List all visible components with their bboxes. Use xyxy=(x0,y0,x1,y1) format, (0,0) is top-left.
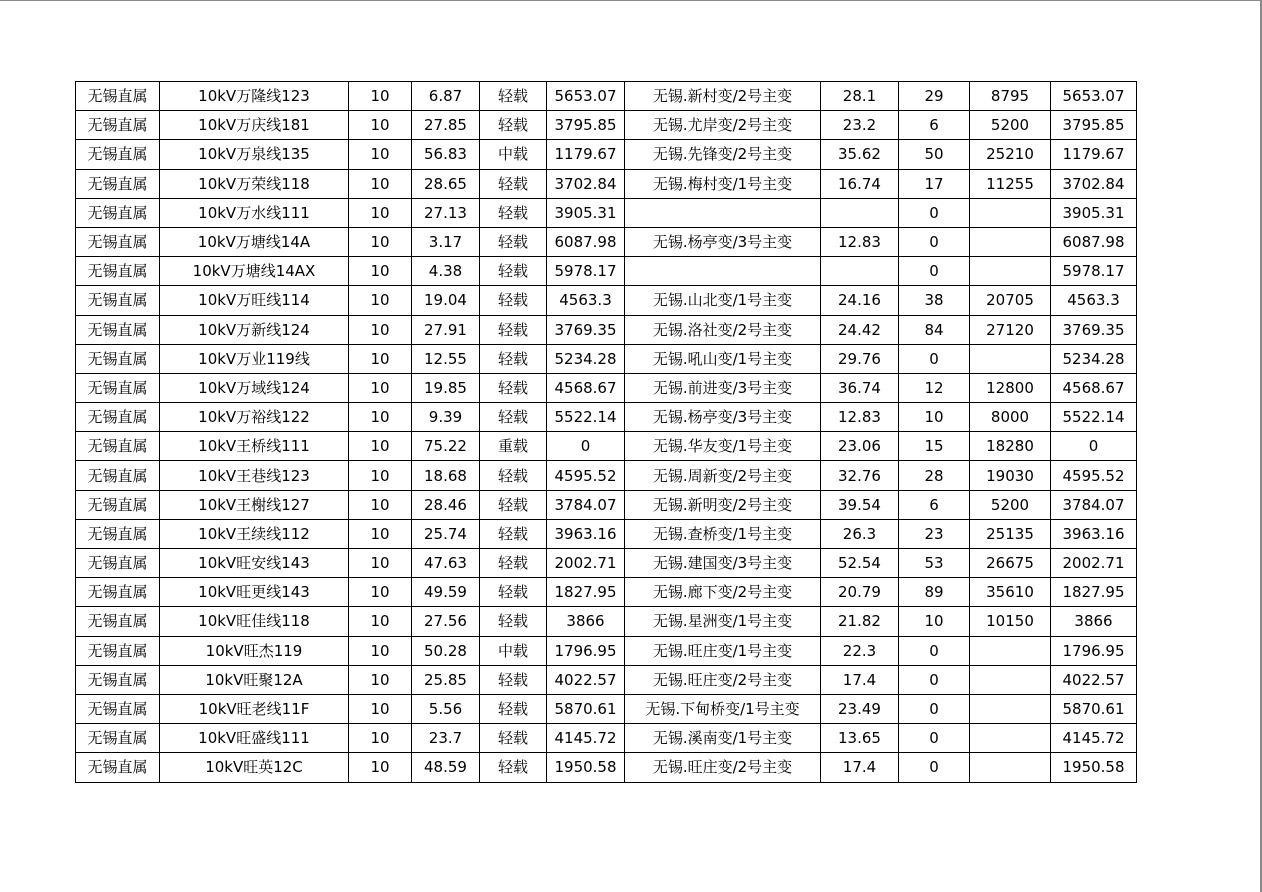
load-status-cell[interactable]: 轻载 xyxy=(480,257,547,286)
capacity-cell[interactable]: 4595.52 xyxy=(547,461,625,490)
substation-cell[interactable]: 无锡.新村变/2号主变 xyxy=(625,82,821,111)
load-status-cell[interactable]: 中载 xyxy=(480,636,547,665)
line-name-cell[interactable]: 10kV万塘线14A xyxy=(160,227,349,256)
line-name-cell[interactable]: 10kV万泉线135 xyxy=(160,140,349,169)
load-status-cell[interactable]: 轻载 xyxy=(480,286,547,315)
count-cell[interactable]: 84 xyxy=(899,315,970,344)
load-rate-cell[interactable]: 23.7 xyxy=(412,724,480,753)
table-row xyxy=(76,169,1137,198)
line-name-cell[interactable]: 10kV旺聚12A xyxy=(160,665,349,694)
load-status-cell[interactable]: 轻载 xyxy=(480,607,547,636)
substation-cell[interactable]: 无锡.星洲变/1号主变 xyxy=(625,607,821,636)
count-cell[interactable]: 0 xyxy=(899,665,970,694)
substation-cell[interactable]: 无锡.下甸桥变/1号主变 xyxy=(625,694,821,723)
org-cell[interactable]: 无锡直属 xyxy=(76,753,160,782)
load-status-cell[interactable]: 轻载 xyxy=(480,169,547,198)
available-capacity-cell[interactable]: 3905.31 xyxy=(1051,198,1137,227)
substation-cell[interactable]: 无锡.梅村变/1号主变 xyxy=(625,169,821,198)
count-cell[interactable]: 17 xyxy=(899,169,970,198)
connected-capacity-cell[interactable]: 8795 xyxy=(970,82,1051,111)
line-name-cell[interactable]: 10kV万水线111 xyxy=(160,198,349,227)
connected-capacity-cell[interactable] xyxy=(970,636,1051,665)
available-capacity-cell[interactable]: 0 xyxy=(1051,432,1137,461)
count-cell[interactable]: 0 xyxy=(899,753,970,782)
table-row xyxy=(76,607,1137,636)
capacity-cell[interactable]: 3795.85 xyxy=(547,111,625,140)
capacity-cell[interactable]: 5234.28 xyxy=(547,344,625,373)
load-status-cell[interactable]: 轻载 xyxy=(480,344,547,373)
voltage-cell[interactable]: 10 xyxy=(349,227,412,256)
transformer-load-cell[interactable] xyxy=(821,198,899,227)
voltage-cell[interactable]: 10 xyxy=(349,257,412,286)
count-cell[interactable]: 10 xyxy=(899,403,970,432)
available-capacity-cell[interactable]: 1950.58 xyxy=(1051,753,1137,782)
substation-cell[interactable]: 无锡.杨亭变/3号主变 xyxy=(625,227,821,256)
line-name-cell[interactable]: 10kV万隆线123 xyxy=(160,82,349,111)
connected-capacity-cell[interactable]: 11255 xyxy=(970,169,1051,198)
table-row xyxy=(76,315,1137,344)
load-status-cell[interactable]: 轻载 xyxy=(480,82,547,111)
voltage-cell[interactable]: 10 xyxy=(349,607,412,636)
table-row xyxy=(76,82,1137,111)
load-rate-cell[interactable]: 75.22 xyxy=(412,432,480,461)
available-capacity-cell[interactable]: 3866 xyxy=(1051,607,1137,636)
load-rate-cell[interactable]: 25.85 xyxy=(412,665,480,694)
available-capacity-cell[interactable]: 4595.52 xyxy=(1051,461,1137,490)
line-name-cell[interactable]: 10kV王巷线123 xyxy=(160,461,349,490)
line-name-cell[interactable]: 10kV旺佳线118 xyxy=(160,607,349,636)
org-cell[interactable]: 无锡直属 xyxy=(76,724,160,753)
available-capacity-cell[interactable]: 1179.67 xyxy=(1051,140,1137,169)
available-capacity-cell[interactable]: 5522.14 xyxy=(1051,403,1137,432)
count-cell[interactable]: 0 xyxy=(899,344,970,373)
load-status-cell[interactable]: 轻载 xyxy=(480,753,547,782)
capacity-cell[interactable]: 5870.61 xyxy=(547,694,625,723)
table-row xyxy=(76,286,1137,315)
connected-capacity-cell[interactable] xyxy=(970,257,1051,286)
capacity-cell[interactable]: 4022.57 xyxy=(547,665,625,694)
table-body xyxy=(76,82,1137,783)
table-row xyxy=(76,432,1137,461)
table-row xyxy=(76,344,1137,373)
load-status-cell[interactable]: 轻载 xyxy=(480,227,547,256)
connected-capacity-cell[interactable]: 20705 xyxy=(970,286,1051,315)
substation-cell[interactable]: 无锡.洛社变/2号主变 xyxy=(625,315,821,344)
transformer-load-cell[interactable]: 22.3 xyxy=(821,636,899,665)
voltage-cell[interactable]: 10 xyxy=(349,578,412,607)
connected-capacity-cell[interactable]: 19030 xyxy=(970,461,1051,490)
substation-cell[interactable]: 无锡.旺庄变/2号主变 xyxy=(625,665,821,694)
capacity-cell[interactable]: 0 xyxy=(547,432,625,461)
load-rate-cell[interactable]: 56.83 xyxy=(412,140,480,169)
voltage-cell[interactable]: 10 xyxy=(349,140,412,169)
load-rate-cell[interactable]: 25.74 xyxy=(412,519,480,548)
table-row xyxy=(76,490,1137,519)
table-row xyxy=(76,694,1137,723)
capacity-cell[interactable]: 6087.98 xyxy=(547,227,625,256)
transformer-load-cell[interactable]: 23.2 xyxy=(821,111,899,140)
org-cell[interactable]: 无锡直属 xyxy=(76,461,160,490)
table-row xyxy=(76,257,1137,286)
org-cell[interactable]: 无锡直属 xyxy=(76,286,160,315)
voltage-cell[interactable]: 10 xyxy=(349,111,412,140)
count-cell[interactable]: 10 xyxy=(899,607,970,636)
capacity-cell[interactable]: 3905.31 xyxy=(547,198,625,227)
connected-capacity-cell[interactable]: 5200 xyxy=(970,490,1051,519)
voltage-cell[interactable]: 10 xyxy=(349,198,412,227)
available-capacity-cell[interactable]: 1796.95 xyxy=(1051,636,1137,665)
count-cell[interactable]: 29 xyxy=(899,82,970,111)
connected-capacity-cell[interactable]: 26675 xyxy=(970,549,1051,578)
available-capacity-cell[interactable]: 4145.72 xyxy=(1051,724,1137,753)
line-name-cell[interactable]: 10kV王续线112 xyxy=(160,519,349,548)
load-rate-cell[interactable]: 12.55 xyxy=(412,344,480,373)
available-capacity-cell[interactable]: 3963.16 xyxy=(1051,519,1137,548)
load-rate-cell[interactable]: 48.59 xyxy=(412,753,480,782)
voltage-cell[interactable]: 10 xyxy=(349,373,412,402)
load-rate-cell[interactable]: 49.59 xyxy=(412,578,480,607)
voltage-cell[interactable]: 10 xyxy=(349,753,412,782)
capacity-cell[interactable]: 3963.16 xyxy=(547,519,625,548)
transformer-load-cell[interactable]: 17.4 xyxy=(821,665,899,694)
capacity-cell[interactable]: 4568.67 xyxy=(547,373,625,402)
transformer-load-cell[interactable]: 24.42 xyxy=(821,315,899,344)
transformer-load-cell[interactable]: 17.4 xyxy=(821,753,899,782)
voltage-cell[interactable]: 10 xyxy=(349,169,412,198)
load-rate-cell[interactable]: 9.39 xyxy=(412,403,480,432)
count-cell[interactable]: 15 xyxy=(899,432,970,461)
load-rate-cell[interactable]: 18.68 xyxy=(412,461,480,490)
available-capacity-cell[interactable]: 4022.57 xyxy=(1051,665,1137,694)
org-cell[interactable]: 无锡直属 xyxy=(76,665,160,694)
load-rate-cell[interactable]: 19.04 xyxy=(412,286,480,315)
capacity-cell[interactable]: 5653.07 xyxy=(547,82,625,111)
org-cell[interactable]: 无锡直属 xyxy=(76,169,160,198)
line-name-cell[interactable]: 10kV万庆线181 xyxy=(160,111,349,140)
line-name-cell[interactable]: 10kV旺杰119 xyxy=(160,636,349,665)
load-rate-cell[interactable]: 5.56 xyxy=(412,694,480,723)
connected-capacity-cell[interactable]: 18280 xyxy=(970,432,1051,461)
voltage-cell[interactable]: 10 xyxy=(349,286,412,315)
substation-cell[interactable]: 无锡.华友变/1号主变 xyxy=(625,432,821,461)
count-cell[interactable]: 0 xyxy=(899,694,970,723)
transformer-load-cell[interactable]: 24.16 xyxy=(821,286,899,315)
load-rate-cell[interactable]: 47.63 xyxy=(412,549,480,578)
org-cell[interactable]: 无锡直属 xyxy=(76,694,160,723)
load-status-cell[interactable]: 重载 xyxy=(480,432,547,461)
connected-capacity-cell[interactable] xyxy=(970,753,1051,782)
table-row xyxy=(76,227,1137,256)
load-rate-cell[interactable]: 4.38 xyxy=(412,257,480,286)
count-cell[interactable]: 50 xyxy=(899,140,970,169)
voltage-cell[interactable]: 10 xyxy=(349,549,412,578)
connected-capacity-cell[interactable]: 27120 xyxy=(970,315,1051,344)
transformer-load-cell[interactable]: 23.06 xyxy=(821,432,899,461)
voltage-cell[interactable]: 10 xyxy=(349,82,412,111)
table-row xyxy=(76,724,1137,753)
substation-cell[interactable]: 无锡.周新变/2号主变 xyxy=(625,461,821,490)
org-cell[interactable]: 无锡直属 xyxy=(76,490,160,519)
capacity-cell[interactable]: 3784.07 xyxy=(547,490,625,519)
line-name-cell[interactable]: 10kV万裕线122 xyxy=(160,403,349,432)
capacity-cell[interactable]: 3866 xyxy=(547,607,625,636)
count-cell[interactable]: 89 xyxy=(899,578,970,607)
table-row xyxy=(76,549,1137,578)
capacity-cell[interactable]: 2002.71 xyxy=(547,549,625,578)
voltage-cell[interactable]: 10 xyxy=(349,519,412,548)
voltage-cell[interactable]: 10 xyxy=(349,461,412,490)
load-rate-cell[interactable]: 19.85 xyxy=(412,373,480,402)
line-name-cell[interactable]: 10kV万新线124 xyxy=(160,315,349,344)
substation-cell[interactable]: 无锡.廊下变/2号主变 xyxy=(625,578,821,607)
line-name-cell[interactable]: 10kV王榭线127 xyxy=(160,490,349,519)
load-rate-cell[interactable]: 28.46 xyxy=(412,490,480,519)
transformer-load-cell[interactable]: 12.83 xyxy=(821,227,899,256)
available-capacity-cell[interactable]: 5870.61 xyxy=(1051,694,1137,723)
connected-capacity-cell[interactable]: 35610 xyxy=(970,578,1051,607)
substation-cell[interactable]: 无锡.新明变/2号主变 xyxy=(625,490,821,519)
connected-capacity-cell[interactable]: 10150 xyxy=(970,607,1051,636)
voltage-cell[interactable]: 10 xyxy=(349,665,412,694)
org-cell[interactable]: 无锡直属 xyxy=(76,549,160,578)
substation-cell[interactable]: 无锡.旺庄变/2号主变 xyxy=(625,753,821,782)
transformer-load-cell[interactable]: 12.83 xyxy=(821,403,899,432)
voltage-cell[interactable]: 10 xyxy=(349,344,412,373)
substation-cell[interactable]: 无锡.吼山变/1号主变 xyxy=(625,344,821,373)
feeder-load-table xyxy=(75,81,1137,783)
substation-cell[interactable] xyxy=(625,257,821,286)
line-name-cell[interactable]: 10kV旺英12C xyxy=(160,753,349,782)
line-name-cell[interactable]: 10kV王桥线111 xyxy=(160,432,349,461)
voltage-cell[interactable]: 10 xyxy=(349,432,412,461)
capacity-cell[interactable]: 1827.95 xyxy=(547,578,625,607)
substation-cell[interactable]: 无锡.山北变/1号主变 xyxy=(625,286,821,315)
table-row xyxy=(76,461,1137,490)
load-status-cell[interactable]: 轻载 xyxy=(480,111,547,140)
connected-capacity-cell[interactable]: 12800 xyxy=(970,373,1051,402)
line-name-cell[interactable]: 10kV万旺线114 xyxy=(160,286,349,315)
load-status-cell[interactable]: 轻载 xyxy=(480,490,547,519)
org-cell[interactable]: 无锡直属 xyxy=(76,344,160,373)
org-cell[interactable]: 无锡直属 xyxy=(76,636,160,665)
transformer-load-cell[interactable]: 26.3 xyxy=(821,519,899,548)
transformer-load-cell[interactable]: 20.79 xyxy=(821,578,899,607)
available-capacity-cell[interactable]: 3795.85 xyxy=(1051,111,1137,140)
connected-capacity-cell[interactable] xyxy=(970,344,1051,373)
available-capacity-cell[interactable]: 5653.07 xyxy=(1051,82,1137,111)
org-cell[interactable]: 无锡直属 xyxy=(76,227,160,256)
transformer-load-cell[interactable]: 36.74 xyxy=(821,373,899,402)
capacity-cell[interactable]: 4563.3 xyxy=(547,286,625,315)
load-rate-cell[interactable]: 27.85 xyxy=(412,111,480,140)
transformer-load-cell[interactable]: 52.54 xyxy=(821,549,899,578)
available-capacity-cell[interactable]: 2002.71 xyxy=(1051,549,1137,578)
transformer-load-cell[interactable]: 32.76 xyxy=(821,461,899,490)
line-name-cell[interactable]: 10kV旺更线143 xyxy=(160,578,349,607)
org-cell[interactable]: 无锡直属 xyxy=(76,111,160,140)
load-rate-cell[interactable]: 28.65 xyxy=(412,169,480,198)
connected-capacity-cell[interactable] xyxy=(970,227,1051,256)
line-name-cell[interactable]: 10kV万域线124 xyxy=(160,373,349,402)
capacity-cell[interactable]: 5522.14 xyxy=(547,403,625,432)
count-cell[interactable]: 38 xyxy=(899,286,970,315)
substation-cell[interactable]: 无锡.杨亭变/3号主变 xyxy=(625,403,821,432)
load-status-cell[interactable]: 轻载 xyxy=(480,694,547,723)
load-status-cell[interactable]: 轻载 xyxy=(480,549,547,578)
transformer-load-cell[interactable]: 23.49 xyxy=(821,694,899,723)
line-name-cell[interactable]: 10kV万业119线 xyxy=(160,344,349,373)
available-capacity-cell[interactable]: 5978.17 xyxy=(1051,257,1137,286)
org-cell[interactable]: 无锡直属 xyxy=(76,373,160,402)
org-cell[interactable]: 无锡直属 xyxy=(76,315,160,344)
table-row xyxy=(76,519,1137,548)
table-row xyxy=(76,403,1137,432)
load-rate-cell[interactable]: 3.17 xyxy=(412,227,480,256)
capacity-cell[interactable]: 1950.58 xyxy=(547,753,625,782)
available-capacity-cell[interactable]: 5234.28 xyxy=(1051,344,1137,373)
count-cell[interactable]: 28 xyxy=(899,461,970,490)
substation-cell[interactable]: 无锡.前进变/3号主变 xyxy=(625,373,821,402)
load-status-cell[interactable]: 轻载 xyxy=(480,461,547,490)
load-status-cell[interactable]: 轻载 xyxy=(480,403,547,432)
org-cell[interactable]: 无锡直属 xyxy=(76,519,160,548)
substation-cell[interactable]: 无锡.旺庄变/1号主变 xyxy=(625,636,821,665)
table-row xyxy=(76,140,1137,169)
line-name-cell[interactable]: 10kV旺盛线111 xyxy=(160,724,349,753)
capacity-cell[interactable]: 1796.95 xyxy=(547,636,625,665)
voltage-cell[interactable]: 10 xyxy=(349,724,412,753)
transformer-load-cell[interactable]: 28.1 xyxy=(821,82,899,111)
connected-capacity-cell[interactable]: 5200 xyxy=(970,111,1051,140)
available-capacity-cell[interactable]: 3769.35 xyxy=(1051,315,1137,344)
substation-cell[interactable]: 无锡.尤岸变/2号主变 xyxy=(625,111,821,140)
transformer-load-cell[interactable]: 21.82 xyxy=(821,607,899,636)
substation-cell[interactable] xyxy=(625,198,821,227)
count-cell[interactable]: 0 xyxy=(899,636,970,665)
org-cell[interactable]: 无锡直属 xyxy=(76,403,160,432)
count-cell[interactable]: 0 xyxy=(899,227,970,256)
connected-capacity-cell[interactable]: 25135 xyxy=(970,519,1051,548)
available-capacity-cell[interactable]: 6087.98 xyxy=(1051,227,1137,256)
substation-cell[interactable]: 无锡.先锋变/2号主变 xyxy=(625,140,821,169)
line-name-cell[interactable]: 10kV旺老线11F xyxy=(160,694,349,723)
transformer-load-cell[interactable]: 29.76 xyxy=(821,344,899,373)
transformer-load-cell[interactable]: 39.54 xyxy=(821,490,899,519)
count-cell[interactable]: 6 xyxy=(899,490,970,519)
substation-cell[interactable]: 无锡.溪南变/1号主变 xyxy=(625,724,821,753)
transformer-load-cell[interactable] xyxy=(821,257,899,286)
count-cell[interactable]: 0 xyxy=(899,257,970,286)
available-capacity-cell[interactable]: 1827.95 xyxy=(1051,578,1137,607)
voltage-cell[interactable]: 10 xyxy=(349,490,412,519)
load-rate-cell[interactable]: 6.87 xyxy=(412,82,480,111)
connected-capacity-cell[interactable] xyxy=(970,694,1051,723)
load-rate-cell[interactable]: 50.28 xyxy=(412,636,480,665)
substation-cell[interactable]: 无锡.查桥变/1号主变 xyxy=(625,519,821,548)
substation-cell[interactable]: 无锡.建国变/3号主变 xyxy=(625,549,821,578)
table-row xyxy=(76,111,1137,140)
load-status-cell[interactable]: 轻载 xyxy=(480,198,547,227)
load-status-cell[interactable]: 轻载 xyxy=(480,315,547,344)
org-cell[interactable]: 无锡直属 xyxy=(76,578,160,607)
load-rate-cell[interactable]: 27.13 xyxy=(412,198,480,227)
table-row xyxy=(76,373,1137,402)
count-cell[interactable]: 6 xyxy=(899,111,970,140)
voltage-cell[interactable]: 10 xyxy=(349,403,412,432)
available-capacity-cell[interactable]: 4568.67 xyxy=(1051,373,1137,402)
org-cell[interactable]: 无锡直属 xyxy=(76,257,160,286)
count-cell[interactable]: 12 xyxy=(899,373,970,402)
connected-capacity-cell[interactable]: 25210 xyxy=(970,140,1051,169)
table-row xyxy=(76,753,1137,782)
load-status-cell[interactable]: 轻载 xyxy=(480,578,547,607)
count-cell[interactable]: 0 xyxy=(899,724,970,753)
org-cell[interactable]: 无锡直属 xyxy=(76,607,160,636)
load-status-cell[interactable]: 轻载 xyxy=(480,724,547,753)
voltage-cell[interactable]: 10 xyxy=(349,694,412,723)
connected-capacity-cell[interactable] xyxy=(970,724,1051,753)
transformer-load-cell[interactable]: 35.62 xyxy=(821,140,899,169)
transformer-load-cell[interactable]: 16.74 xyxy=(821,169,899,198)
available-capacity-cell[interactable]: 4563.3 xyxy=(1051,286,1137,315)
page-edge-top xyxy=(0,0,1262,1)
table-row xyxy=(76,636,1137,665)
connected-capacity-cell[interactable] xyxy=(970,665,1051,694)
line-name-cell[interactable]: 10kV旺安线143 xyxy=(160,549,349,578)
spreadsheet-area xyxy=(75,81,1137,783)
load-status-cell[interactable]: 轻载 xyxy=(480,519,547,548)
org-cell[interactable]: 无锡直属 xyxy=(76,432,160,461)
line-name-cell[interactable]: 10kV万荣线118 xyxy=(160,169,349,198)
voltage-cell[interactable]: 10 xyxy=(349,636,412,665)
count-cell[interactable]: 23 xyxy=(899,519,970,548)
load-rate-cell[interactable]: 27.91 xyxy=(412,315,480,344)
load-rate-cell[interactable]: 27.56 xyxy=(412,607,480,636)
count-cell[interactable]: 53 xyxy=(899,549,970,578)
voltage-cell[interactable]: 10 xyxy=(349,315,412,344)
available-capacity-cell[interactable]: 3784.07 xyxy=(1051,490,1137,519)
count-cell[interactable]: 0 xyxy=(899,198,970,227)
available-capacity-cell[interactable]: 3702.84 xyxy=(1051,169,1137,198)
load-status-cell[interactable]: 中载 xyxy=(480,140,547,169)
load-status-cell[interactable]: 轻载 xyxy=(480,665,547,694)
org-cell[interactable]: 无锡直属 xyxy=(76,140,160,169)
capacity-cell[interactable]: 3769.35 xyxy=(547,315,625,344)
connected-capacity-cell[interactable]: 8000 xyxy=(970,403,1051,432)
capacity-cell[interactable]: 5978.17 xyxy=(547,257,625,286)
connected-capacity-cell[interactable] xyxy=(970,198,1051,227)
line-name-cell[interactable]: 10kV万塘线14AX xyxy=(160,257,349,286)
transformer-load-cell[interactable]: 13.65 xyxy=(821,724,899,753)
org-cell[interactable]: 无锡直属 xyxy=(76,82,160,111)
org-cell[interactable]: 无锡直属 xyxy=(76,198,160,227)
capacity-cell[interactable]: 3702.84 xyxy=(547,169,625,198)
table-row xyxy=(76,665,1137,694)
table-row xyxy=(76,198,1137,227)
capacity-cell[interactable]: 1179.67 xyxy=(547,140,625,169)
load-status-cell[interactable]: 轻载 xyxy=(480,373,547,402)
capacity-cell[interactable]: 4145.72 xyxy=(547,724,625,753)
table-row xyxy=(76,578,1137,607)
